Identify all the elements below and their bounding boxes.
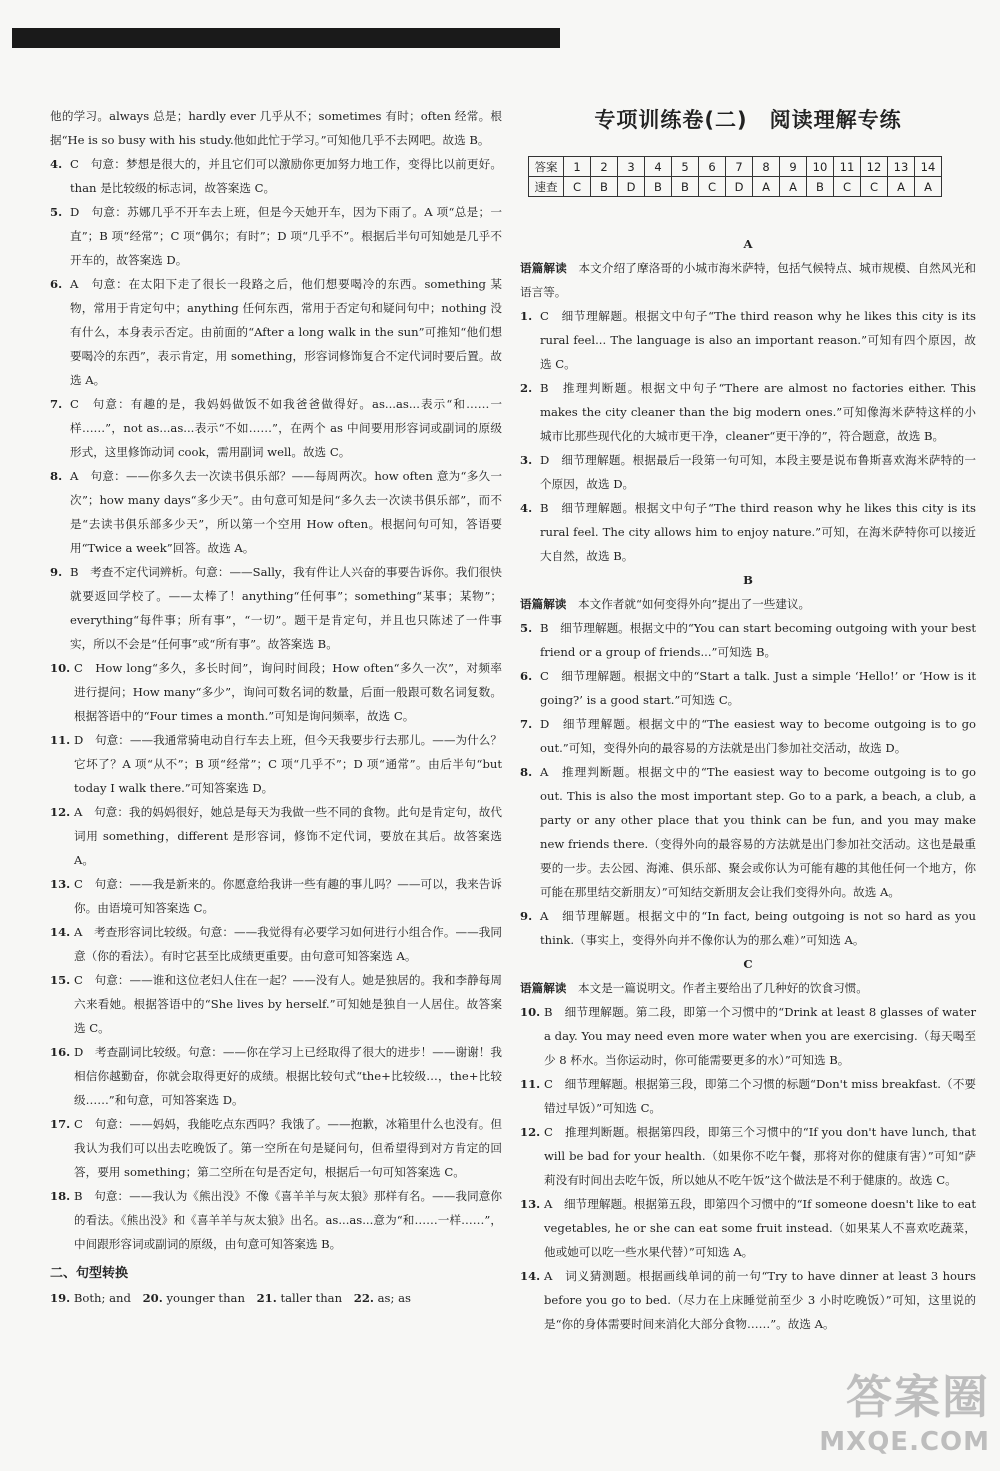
answer-explanation: A 词义猜测题。根据画线单词的前一句“Try to have dinner at least 3 hours before you go to bed.（尽力在上床睡觉前至少 3 小时吃晚饭）”可知，这里说的是“你的身体需要时间来消化大部分食物……”。故选 A。 bbox=[544, 1269, 976, 1331]
answer-key-answer: C bbox=[699, 177, 726, 197]
summary-text: 本文作者就“如何变得外向”提出了一些建议。 bbox=[578, 597, 811, 611]
answer-explanation: C 句意：有趣的是，我妈妈做饭不如我爸爸做得好。as...as...表示“和……一样……”，not as...as...表示“不如……”，在两个 as 中间要用形容词或副词的原级形式，这里修饰动词 cook，需用副词 well。故选 C。 bbox=[70, 397, 502, 459]
answer-explanation: C 细节理解题。根据文中句子“The third reason why he likes this city is its rural feel... The language is also an important reason.”可知有四个原因，故选 C。 bbox=[540, 309, 976, 371]
answer-explanation: C 细节理解题。根据文中的“Start a talk. Just a simple ‘Hello!’ or ‘How is it going?’ is a good start.”可知选 C。 bbox=[540, 669, 976, 707]
answer-item bbox=[520, 664, 976, 712]
answer-key-number: 1 bbox=[564, 157, 591, 177]
answer-key-number: 6 bbox=[699, 157, 726, 177]
answer-explanation: A 细节理解题。根据第五段，即第四个习惯中的“If someone doesn't like to eat vegetables, he or she can eat some fruit instead.（如果某人不喜欢吃蔬菜，他或她可以吃一些水果代替）”可知选 A。 bbox=[544, 1197, 976, 1259]
answer-item bbox=[50, 1112, 502, 1184]
answer-number: 4. bbox=[50, 157, 63, 171]
answer-explanation: B 句意：——我认为《熊出没》不像《喜羊羊与灰太狼》那样有名。——我同意你的看法。《熊出没》和《喜羊羊与灰太狼》出名。as...as...意为“和……一样……”，中间跟形容词或副词的原级，由句意可知答案选 B。 bbox=[74, 1189, 502, 1251]
answer-explanation: D 细节理解题。根据文中的“The easiest way to become outgoing is to go out.”可知，变得外向的最容易的方法就是出门参加社交活动，故选 D。 bbox=[540, 717, 976, 755]
section-title: 二、句型转换 bbox=[50, 1266, 129, 1281]
answer-number: 15. bbox=[50, 973, 71, 987]
answer-explanation: B 细节理解题。根据文中句子“The third reason why he likes this city is its rural feel. The city allows him to enjoy nature.”可知，在海米萨特你可以接近大自然，故选 B。 bbox=[540, 501, 976, 563]
answer-number: 7. bbox=[520, 717, 533, 731]
summary-label: 语篇解读 bbox=[520, 597, 567, 611]
answer-explanation: C 句意：——我是新来的。你愿意给我讲一些有趣的事儿吗？——可以，我来告诉你。由语境可知答案选 C。 bbox=[74, 877, 502, 915]
answer-number: 3. bbox=[520, 453, 533, 467]
answer-explanation: D 句意：苏娜几乎不开车去上班，但是今天她开车，因为下雨了。A 项“总是；一直”；B 项“经常”；C 项“偶尔；有时”；D 项“几乎不”。根据后半句可知她是几乎不开车的，故答案选 D。 bbox=[70, 205, 502, 267]
q21-num: 21. bbox=[256, 1291, 277, 1305]
answer-number: 18. bbox=[50, 1189, 71, 1203]
answer-number: 6. bbox=[50, 277, 63, 291]
sentence-transform-answers bbox=[50, 1286, 502, 1310]
answer-number: 8. bbox=[520, 765, 533, 779]
q21-answer: taller than bbox=[280, 1291, 343, 1305]
answer-key-answer: A bbox=[915, 177, 942, 197]
answer-explanation: D 句意：——我通常骑电动自行车去上班，但今天我要步行去那儿。——为什么？它坏了？A 项“从不”；B 项“经常”；C 项“几乎不”；D 项“通常”。由后半句“but today I walk there.”可知答案选 D。 bbox=[74, 733, 502, 795]
answer-key-answer: B bbox=[591, 177, 618, 197]
answer-key-answer: D bbox=[618, 177, 645, 197]
answer-list-a bbox=[520, 304, 976, 568]
answer-number: 10. bbox=[50, 661, 71, 675]
answer-key-number: 3 bbox=[618, 157, 645, 177]
part-heading-c: C bbox=[743, 957, 753, 971]
answer-item bbox=[520, 1120, 976, 1192]
answer-explanation: A 句意：——你多久去一次读书俱乐部？——每周两次。how often 意为“多久一次”；how many days“多少天”。由句意可知是问“多久去一次读书俱乐部”，而不是“去读书俱乐部多少天”，所以第一个空用 How often。根据问句可知，答语要用“Twice a week”回答。故选 A。 bbox=[70, 469, 502, 555]
answer-number: 14. bbox=[520, 1269, 541, 1283]
answer-item bbox=[520, 760, 976, 904]
top-black-bar bbox=[12, 28, 560, 48]
q22-answer: as; as bbox=[377, 1291, 411, 1305]
answer-item bbox=[50, 464, 502, 560]
answer-key-answer: B bbox=[645, 177, 672, 197]
answer-number: 11. bbox=[50, 733, 71, 747]
answer-explanation: C 推理判断题。根据第四段，即第三个习惯中的“If you don't have lunch, that will be bad for your health.（如果你不吃午餐，那将对你的健康有害）”可知“萨莉没有时间出去吃午饭，所以她从不吃午饭”这个做法是不利于健康的。故选 C。 bbox=[544, 1125, 976, 1187]
answer-item bbox=[520, 1000, 976, 1072]
answer-explanation: C How long“多久，多长时间”，询问时间段；How often“多久一次”，对频率进行提问；How many“多少”，询问可数名词的数量，后面一般跟可数名词复数。根据答语中的“Four times a month.”可知是询问频率，故选 C。 bbox=[74, 661, 502, 723]
answer-explanation: C 句意：——妈妈，我能吃点东西吗？我饿了。——抱歉，冰箱里什么也没有。但我认为我们可以出去吃晚饭了。第一空所在句是疑问句，但希望得到对方肯定的回答，要用 something；第二空所在句是否定句，根据后一句可知答案选 C。 bbox=[74, 1117, 502, 1179]
answer-explanation: C 句意：梦想是很大的，并且它们可以激励你更加努力地工作，变得比以前更好。than 是比较级的标志词，故答案选 C。 bbox=[70, 157, 502, 195]
answer-number: 16. bbox=[50, 1045, 71, 1059]
passage-summary-b bbox=[520, 592, 976, 616]
answer-explanation: C 句意：——谁和这位老妇人住在一起？——没有人。她是独居的。我和李静每周六来看她。根据答语中的“She lives by herself.”可知她是独自一人居住。故答案选 C。 bbox=[74, 973, 502, 1035]
answer-key-number-row bbox=[529, 157, 942, 177]
answer-key-table bbox=[528, 156, 942, 197]
answer-number: 7. bbox=[50, 397, 63, 411]
answer-item bbox=[520, 904, 976, 952]
summary-text: 本文是一篇说明文。作者主要给出了几种好的饮食习惯。 bbox=[578, 981, 868, 995]
answer-key-answer: B bbox=[672, 177, 699, 197]
watermark bbox=[819, 1361, 990, 1457]
answer-number: 2. bbox=[520, 381, 533, 395]
answer-key-number: 13 bbox=[888, 157, 915, 177]
answer-explanation: A 句意：在太阳下走了很长一段路之后，他们想要喝冷的东西。something 某物，常用于肯定句中；anything 任何东西，常用于否定句和疑问句中；nothing 没有什么，本身表示否定。由前面的“After a long walk in the sun”可推知“他们想要喝冷的东西”，表示肯定，用 something，形容词修饰复合不定代词时要后置。故选 A。 bbox=[70, 277, 502, 387]
answer-item bbox=[50, 728, 502, 800]
answer-explanation: C 细节理解题。根据第三段，即第二个习惯的标题“Don't miss breakfast.（不要错过早饭）”可知选 C。 bbox=[544, 1077, 976, 1115]
passage-summary-c bbox=[520, 976, 976, 1000]
answer-number: 6. bbox=[520, 669, 533, 683]
answer-item bbox=[50, 392, 502, 464]
answer-key-number: 8 bbox=[753, 157, 780, 177]
answer-number: 9. bbox=[520, 909, 533, 923]
answer-item bbox=[520, 496, 976, 568]
answer-number: 13. bbox=[50, 877, 71, 891]
answer-key-label: 速查 bbox=[529, 177, 564, 197]
answer-key-answer: C bbox=[564, 177, 591, 197]
answer-key-answer: C bbox=[861, 177, 888, 197]
answer-key-number: 11 bbox=[834, 157, 861, 177]
answer-item bbox=[50, 560, 502, 656]
answer-key-answer-row bbox=[529, 177, 942, 197]
answer-number: 1. bbox=[520, 309, 533, 323]
part-heading-a: A bbox=[743, 237, 753, 251]
answer-number: 10. bbox=[520, 1005, 541, 1019]
answer-explanation: B 细节理解题。根据文中的“You can start becoming outgoing with your best friend or a group of friends...”可知选 B。 bbox=[540, 621, 976, 659]
answer-item bbox=[50, 152, 502, 200]
answer-explanation: B 细节理解题。第二段，即第一个习惯中的“Drink at least 8 glasses of water a day. You may need even more water when you are exercising.（每天喝至少 8 杯水。当你运动时，你可能需要更多的水）”可知选 B。 bbox=[544, 1005, 976, 1067]
answer-key-answer: C bbox=[834, 177, 861, 197]
answer-item bbox=[50, 872, 502, 920]
answer-item bbox=[50, 1184, 502, 1256]
answer-number: 13. bbox=[520, 1197, 541, 1211]
part-heading-b: B bbox=[743, 573, 753, 587]
q19-answer: Both; and bbox=[73, 1291, 131, 1305]
watermark-url: MXQE.COM bbox=[819, 1427, 990, 1457]
answer-explanation: D 考查副词比较级。句意：——你在学习上已经取得了很大的进步！——谢谢！我相信你越勤奋，你就会取得更好的成绩。根据比较句式“the+比较级…，the+比较级……”和句意，可知答案选 D。 bbox=[74, 1045, 502, 1107]
answer-key-number: 2 bbox=[591, 157, 618, 177]
watermark-logo-text: 答案圈 bbox=[846, 1370, 990, 1424]
answer-item bbox=[520, 304, 976, 376]
answer-number: 8. bbox=[50, 469, 63, 483]
q20-answer: younger than bbox=[166, 1291, 245, 1305]
answer-number: 5. bbox=[50, 205, 63, 219]
answer-item bbox=[520, 616, 976, 664]
answer-number: 12. bbox=[520, 1125, 541, 1139]
answer-key-number: 14 bbox=[915, 157, 942, 177]
answer-explanation: A 考查形容词比较级。句意：——我觉得有必要学习如何进行小组合作。——我同意（你的看法）。有时它甚至比成绩更重要。由句意可知答案选 A。 bbox=[74, 925, 502, 963]
right-column bbox=[520, 232, 976, 1336]
answer-item bbox=[520, 376, 976, 448]
answer-item bbox=[520, 1072, 976, 1120]
answer-key-label: 答案 bbox=[529, 157, 564, 177]
answer-explanation: A 推理判断题。根据文中的“The easiest way to become outgoing is to go out. This is also the most important step. Go to a park, a beach, a club, a party or any other place that you think can be fun, and you may make new friends there.（变得外向的最容易的方法就是出门参加社交活动。这也是最重要的一步。去公园、海滩、俱乐部、聚会或你认为可能有趣的其他任何一个地方，你可能在那里结交新朋友）”可知结交新朋友会让我们变得外向。故选 A。 bbox=[540, 765, 976, 899]
answer-explanation: B 推理判断题。根据文中句子“There are almost no factories either. This makes the city cleaner than the big modern ones.”可知像海米萨特这样的小城市比那些现代化的大城市更干净，cleaner“更干净的”，符合题意，故选 B。 bbox=[540, 381, 976, 443]
q20-num: 20. bbox=[142, 1291, 163, 1305]
answer-item bbox=[520, 1192, 976, 1264]
answer-number: 9. bbox=[50, 565, 63, 579]
answer-key-number: 5 bbox=[672, 157, 699, 177]
answer-list-b bbox=[520, 616, 976, 952]
answer-key-answer: A bbox=[753, 177, 780, 197]
answer-item bbox=[50, 272, 502, 392]
answer-list-c bbox=[520, 1000, 976, 1336]
answer-key-answer: D bbox=[726, 177, 753, 197]
page-title: 专项训练卷(二) 阅读理解专练 bbox=[594, 108, 902, 132]
answer-number: 12. bbox=[50, 805, 71, 819]
answer-item bbox=[50, 920, 502, 968]
answer-key-number: 9 bbox=[780, 157, 807, 177]
passage-summary-a bbox=[520, 256, 976, 304]
answer-number: 5. bbox=[520, 621, 533, 635]
summary-text: 本文介绍了摩洛哥的小城市海米萨特，包括气候特点、城市规模、自然风光和语言等。 bbox=[520, 261, 976, 299]
answer-number: 14. bbox=[50, 925, 71, 939]
answer-item bbox=[50, 800, 502, 872]
answer-key-answer: A bbox=[780, 177, 807, 197]
answer-item bbox=[520, 448, 976, 496]
answer-key-number: 7 bbox=[726, 157, 753, 177]
answer-item bbox=[50, 200, 502, 272]
answer-explanation: A 句意：我的妈妈很好，她总是每天为我做一些不同的食物。此句是肯定句，故代词用 something，different 是形容词，修饰不定代词，要放在其后。故答案选 A。 bbox=[74, 805, 502, 867]
answer-number: 17. bbox=[50, 1117, 71, 1131]
answer-explanation: D 细节理解题。根据最后一段第一句可知，本段主要是说布鲁斯喜欢海米萨特的一个原因，故选 D。 bbox=[540, 453, 976, 491]
answer-item bbox=[50, 1040, 502, 1112]
answer-item bbox=[50, 968, 502, 1040]
answer-key-number: 12 bbox=[861, 157, 888, 177]
answer-explanation: B 考查不定代词辨析。句意：——Sally，我有件让人兴奋的事要告诉你。我们很快就要返回学校了。——太棒了！anything“任何事”；something“某事；某物”；everything“每件事；所有事”，“一切”。题干是肯定句，并且也只陈述了一件事实，所以不会是“任何事”或“所有事”。故答案选 B。 bbox=[70, 565, 502, 651]
answer-explanation: A 细节理解题。根据文中的“In fact, being outgoing is not so hard as you think.（事实上，变得外向并不像你认为的那么难）”可知选 A。 bbox=[540, 909, 976, 947]
answer-key-number: 4 bbox=[645, 157, 672, 177]
summary-label: 语篇解读 bbox=[520, 261, 567, 275]
answer-item bbox=[50, 656, 502, 728]
left-column bbox=[50, 104, 502, 1310]
q22-num: 22. bbox=[353, 1291, 374, 1305]
answer-item bbox=[520, 712, 976, 760]
q19-num: 19. bbox=[50, 1291, 71, 1305]
intro-paragraph: 他的学习。always 总是；hardly ever 几乎从不；sometimes 有时；often 经常。根据“He is so busy with his study.他如此忙于学习。”可知他几乎不去网吧。故选 B。 bbox=[50, 109, 502, 147]
answer-number: 4. bbox=[520, 501, 533, 515]
answer-key-answer: A bbox=[888, 177, 915, 197]
answer-item bbox=[520, 1264, 976, 1336]
summary-label: 语篇解读 bbox=[520, 981, 567, 995]
left-answer-list bbox=[50, 152, 502, 1256]
answer-key-number: 10 bbox=[807, 157, 834, 177]
answer-key-answer: B bbox=[807, 177, 834, 197]
answer-number: 11. bbox=[520, 1077, 541, 1091]
